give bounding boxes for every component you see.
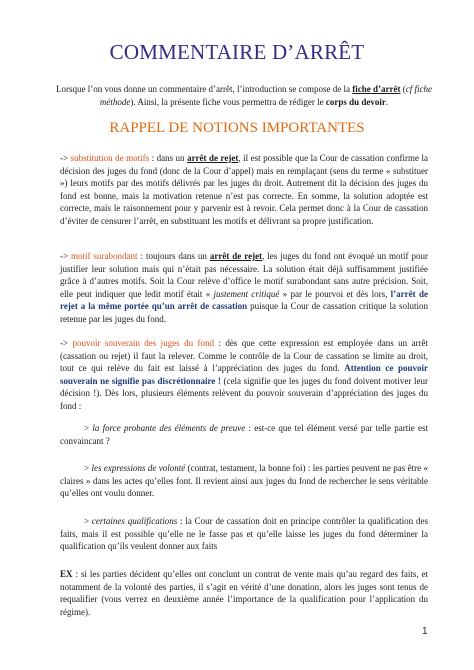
paragraph-text: puisque la Cour de cassation critique la solution retenue par les juges du fond.	[60, 301, 428, 324]
bullet-text: (contrat, testament, la bonne foi) : les parties peuvent ne pas être « claires » dans les actes qu’elles font. Il revient ainsi aux juges du fond de rechercher le sens véritable qu’elles ont voulu donner.	[60, 463, 428, 499]
example-label: EX	[60, 569, 73, 579]
intro-text: .	[385, 96, 389, 107]
paragraph-motif-surabondant	[60, 250, 428, 326]
intro-text: (	[400, 84, 406, 94]
paragraph-example	[60, 568, 428, 618]
bullet-text: : la Cour de cassation doit en principe contrôler la qualification des faits, mais il est possible qu’elle ne le fasse pas et qu’elle laisse les juges du fond déterminer la qualification qu’ils veulent donner aux faits	[60, 516, 428, 552]
paragraph-text: , les juges du fond ont évoqué un motif pour justifier leur solution mais qui n’était pas nécessaire. La solution était déjà suffisamment justifiée grâce à d’autres motifs. Soit la Cour relève d’office le motif surabondant sans autre précision. Soit, elle peut indiquer que ledit motif était «	[60, 251, 429, 299]
intro-text: Lorsque l’on vous donne un commentaire d’arrêt, l’introduction se compose de la	[56, 84, 353, 94]
bold-warning: Attention ce pouvoir souverain ne signifie pas discrétionnaire !	[60, 363, 429, 386]
justement-critique: justement critiqué	[213, 288, 280, 299]
cf-fiche-methode: cf fiche méthode	[99, 84, 432, 107]
term-pouvoir-souverain: pouvoir souverain des juges du fond	[72, 338, 214, 348]
bullet-marker: >	[84, 423, 93, 433]
bullet-force-probante	[60, 422, 428, 447]
paragraph-text: , il est possible que la Cour de cassation confirme la décision des juges du fond (donc de la Cour d’appel) mais en remplaçant (sens du terme « substituer ») leurs motifs par des motifs délivrés par les juges du droit. Autrement dit la décision des juges du fond est bonne, mais la motivation retenue n’est pas correcte. En somme, la solution adoptée est correcte, mais le raisonnement pour y parvenir est à revoir. Cela permet donc à la Cour de cassation d’éviter de censurer l’arrêt, en substituant les motifs et délivrant sa propre justification.	[60, 153, 429, 226]
bullet-emphasis: les expressions de volonté	[91, 463, 186, 473]
corps-du-devoir-term: corps du devoir	[325, 96, 386, 107]
bullet-marker: >	[84, 516, 92, 526]
page-title: COMMENTAIRE D’ARRÊT	[109, 40, 365, 64]
bullet-qualifications	[60, 515, 428, 553]
paragraph-text: : toujours dans un	[137, 251, 210, 261]
page-number: 1	[422, 626, 428, 637]
bold-statement: l’arrêt de rejet a la même portée qu’un arrêt de cassation	[60, 288, 428, 312]
paragraph-text: » par le pourvoi et dès lors,	[279, 288, 391, 299]
section-heading: RAPPEL DE NOTIONS IMPORTANTES	[109, 120, 365, 136]
bullet-expressions-volonte	[60, 462, 428, 500]
term-substitution-motifs: substitution de motifs	[70, 153, 150, 163]
bullet-marker: >	[84, 463, 92, 473]
bullet-emphasis: la force probante des éléments de preuve	[92, 423, 246, 433]
paragraph-text: (cela signifie que les juges du fond doivent motiver leur décision !). Dès lors, plusieurs éléments relèvent du pouvoir souverain d’appréciation des juges du fond :	[60, 375, 428, 411]
intro-text: ). Ainsi, la présente fiche vous permettra de rédiger le	[130, 96, 326, 107]
arrow-marker: ->	[60, 153, 71, 163]
fiche-arret-term: fiche d’arrêt	[352, 84, 401, 94]
arrow-marker: ->	[60, 338, 73, 348]
example-text: : si les parties décident qu’elles ont conclunt un contrat de vente mais qu’au regard des faits, et notamment de la volonté des parties, il s’agit en vérité d’une donation, alors les juges sont tenus de requalifier (vous verrez en deuxième année l’importance de la qualification pour l’application du régime).	[60, 569, 428, 617]
bullet-text: : est-ce que tel élément versé par telle partie est convaincant ?	[60, 423, 429, 446]
bullet-emphasis: certaines qualifications	[91, 516, 178, 526]
intro-paragraph	[52, 83, 436, 108]
paragraph-text: : dès que cette expression est employée dans un arrêt (cassation ou rejet) il faut la relever. Comme le contrôle de la Cour de cassation se limite au droit, tout ce qui relève du fait est laissé à l’appréciation des juges du fond.	[60, 338, 428, 374]
arrow-marker: ->	[60, 251, 72, 261]
paragraph-pouvoir-souverain	[60, 337, 428, 413]
paragraph-substitution-motifs	[60, 152, 428, 228]
term-motif-surabondant: motif surabondant	[71, 251, 138, 261]
paragraph-text: : dans un	[149, 153, 188, 163]
arret-de-rejet-term: arrêt de rejet	[209, 251, 263, 261]
arret-de-rejet-term: arrêt de rejet	[187, 153, 239, 163]
